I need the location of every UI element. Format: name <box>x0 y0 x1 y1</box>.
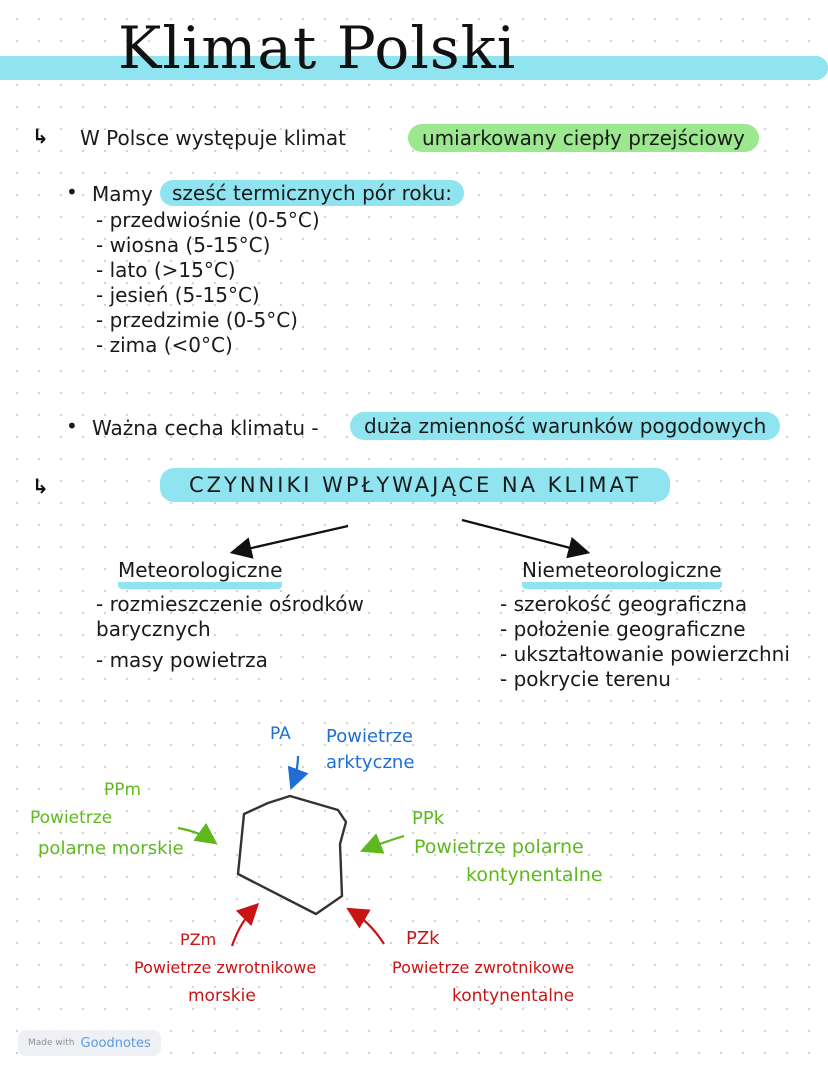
list-item: - przedzimie (0-5°C) <box>96 308 298 332</box>
list-item: - szerokość geograficzna <box>500 592 748 616</box>
factors-heading: CZYNNIKI WPŁYWAJĄCE NA KLIMAT <box>160 468 670 502</box>
pzk-code: PZk <box>406 928 440 949</box>
goodnotes-badge <box>18 1030 161 1056</box>
meteo-title: Meteorologiczne <box>118 558 282 589</box>
seasons-highlight: sześć termicznych pór roku: <box>160 180 464 206</box>
list-item: - zima (<0°C) <box>96 333 233 357</box>
pa-arrow-icon <box>292 756 298 786</box>
page-title: Klimat Polski <box>118 14 517 82</box>
pzm-arrow-icon <box>232 906 256 946</box>
feature-lead: Ważna cecha klimatu - <box>92 416 319 440</box>
ppk-arrow-icon <box>364 836 404 850</box>
pa-code: PA <box>270 724 291 744</box>
poland-outline-icon <box>238 796 346 914</box>
feature-highlight: duża zmienność warunków pogodowych <box>350 412 780 440</box>
pzm-name-line1: Powietrze zwrotnikowe <box>134 958 317 977</box>
list-item: - masy powietrza <box>96 648 268 672</box>
list-item: - przedwiośnie (0-5°C) <box>96 208 320 232</box>
seasons-lead: Mamy <box>92 182 153 206</box>
ppk-name-line2: kontynentalne <box>466 864 603 886</box>
list-item: - pokrycie terenu <box>500 667 671 691</box>
ppk-code: PPk <box>412 808 445 829</box>
list-item: - rozmieszczenie ośrodków barycznych <box>96 592 364 641</box>
bullet-dot-icon: • <box>66 414 78 438</box>
ppm-arrow-icon <box>178 828 214 842</box>
arrow-bullet-icon: ↳ <box>32 124 49 148</box>
pzk-name-line2: kontynentalne <box>452 986 575 1006</box>
list-item: - ukształtowanie powierzchni <box>500 642 790 666</box>
bullet-dot-icon: • <box>66 180 78 204</box>
made-with-label: Made with <box>28 1038 75 1048</box>
pzm-code: PZm <box>180 930 217 949</box>
ppm-name-line1: Powietrze <box>30 808 113 828</box>
list-item: - jesień (5-15°C) <box>96 283 260 307</box>
pzk-name-line1: Powietrze zwrotnikowe <box>392 958 575 977</box>
arrow-to-nonmeteo-icon <box>462 520 586 552</box>
ppm-name-line2: polarne morskie <box>38 838 184 859</box>
goodnotes-brand: Goodnotes <box>80 1035 151 1051</box>
list-item: - wiosna (5-15°C) <box>96 233 271 257</box>
intro-highlight: umiarkowany ciepły przejściowy <box>408 124 759 152</box>
list-item: - lato (>15°C) <box>96 258 236 282</box>
pzm-name-line2: morskie <box>188 986 256 1006</box>
list-item: - położenie geograficzne <box>500 617 746 641</box>
pzk-arrow-icon <box>350 910 384 944</box>
arrow-to-meteo-icon <box>234 526 348 552</box>
ppk-name-line1: Powietrze polarne <box>414 836 584 858</box>
arrow-bullet-icon: ↳ <box>32 474 49 498</box>
ppm-code: PPm <box>104 780 142 800</box>
pa-name: Powietrze arktyczne <box>326 726 415 773</box>
nonmeteo-title: Niemeteorologiczne <box>522 558 722 589</box>
intro-text: W Polsce występuje klimat <box>80 126 346 150</box>
